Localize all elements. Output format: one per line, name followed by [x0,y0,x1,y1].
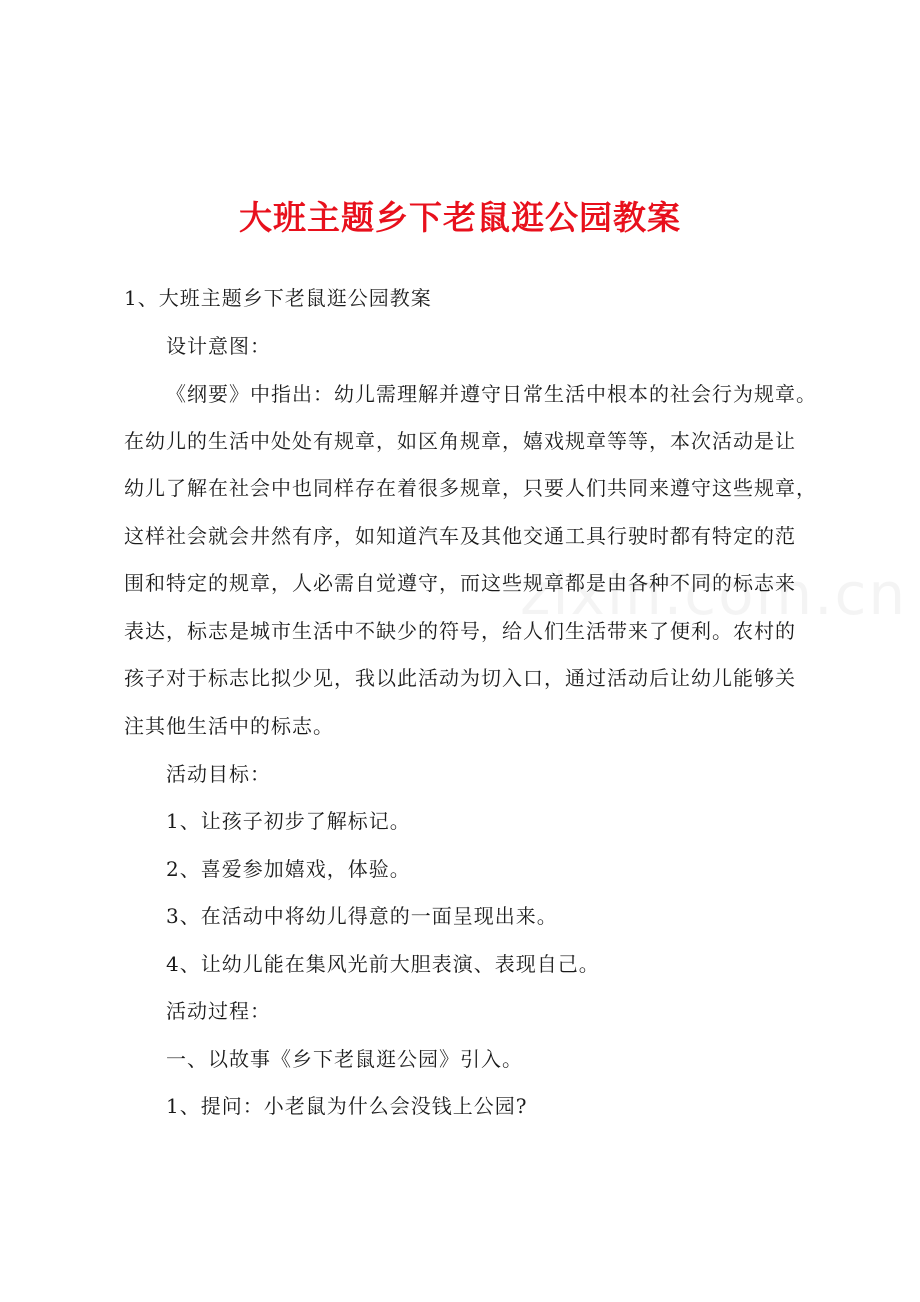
text-line: 在幼儿的生活中处处有规章，如区角规章，嬉戏规章等等，本次活动是让 [124,429,796,453]
text-line: 活动过程： [166,999,271,1023]
document-title: 大班主题乡下老鼠逛公园教案 [239,198,681,237]
text-line: 这样社会就会井然有序，如知道汽车及其他交通工具行驶时都有特定的范 [124,524,796,548]
section-heading: 1、大班主题乡下老鼠逛公园教案 [124,286,432,310]
text-line: 2、喜爱参加嬉戏，体验。 [166,857,411,881]
text-line: 1、让孩子初步了解标记。 [166,809,411,833]
text-line: 一、以故事《乡下老鼠逛公园》引入。 [166,1047,523,1071]
text-line: 3、在活动中将幼儿得意的一面呈现出来。 [166,904,558,928]
text-line: 表达，标志是城市生活中不缺少的符号，给人们生活带来了便利。农村的 [124,619,796,643]
text-line: 设计意图： [166,334,271,358]
text-line: 《纲要》中指出：幼儿需理解并遵守日常生活中根本的社会行为规章。 [166,382,817,406]
text-line: 幼儿了解在社会中也同样存在着很多规章，只要人们共同来遵守这些规章， [124,476,817,500]
text-line: 注其他生活中的标志。 [124,714,334,738]
text-line: 1、提问：小老鼠为什么会没钱上公园? [166,1094,528,1118]
text-line: 4、让幼儿能在集风光前大胆表演、表现自己。 [166,952,600,976]
text-line: 围和特定的规章，人必需自觉遵守，而这些规章都是由各种不同的标志来 [124,571,796,595]
text-line: 活动目标： [166,762,271,786]
text-line: 孩子对于标志比拟少见，我以此活动为切入口，通过活动后让幼儿能够关 [124,666,796,690]
